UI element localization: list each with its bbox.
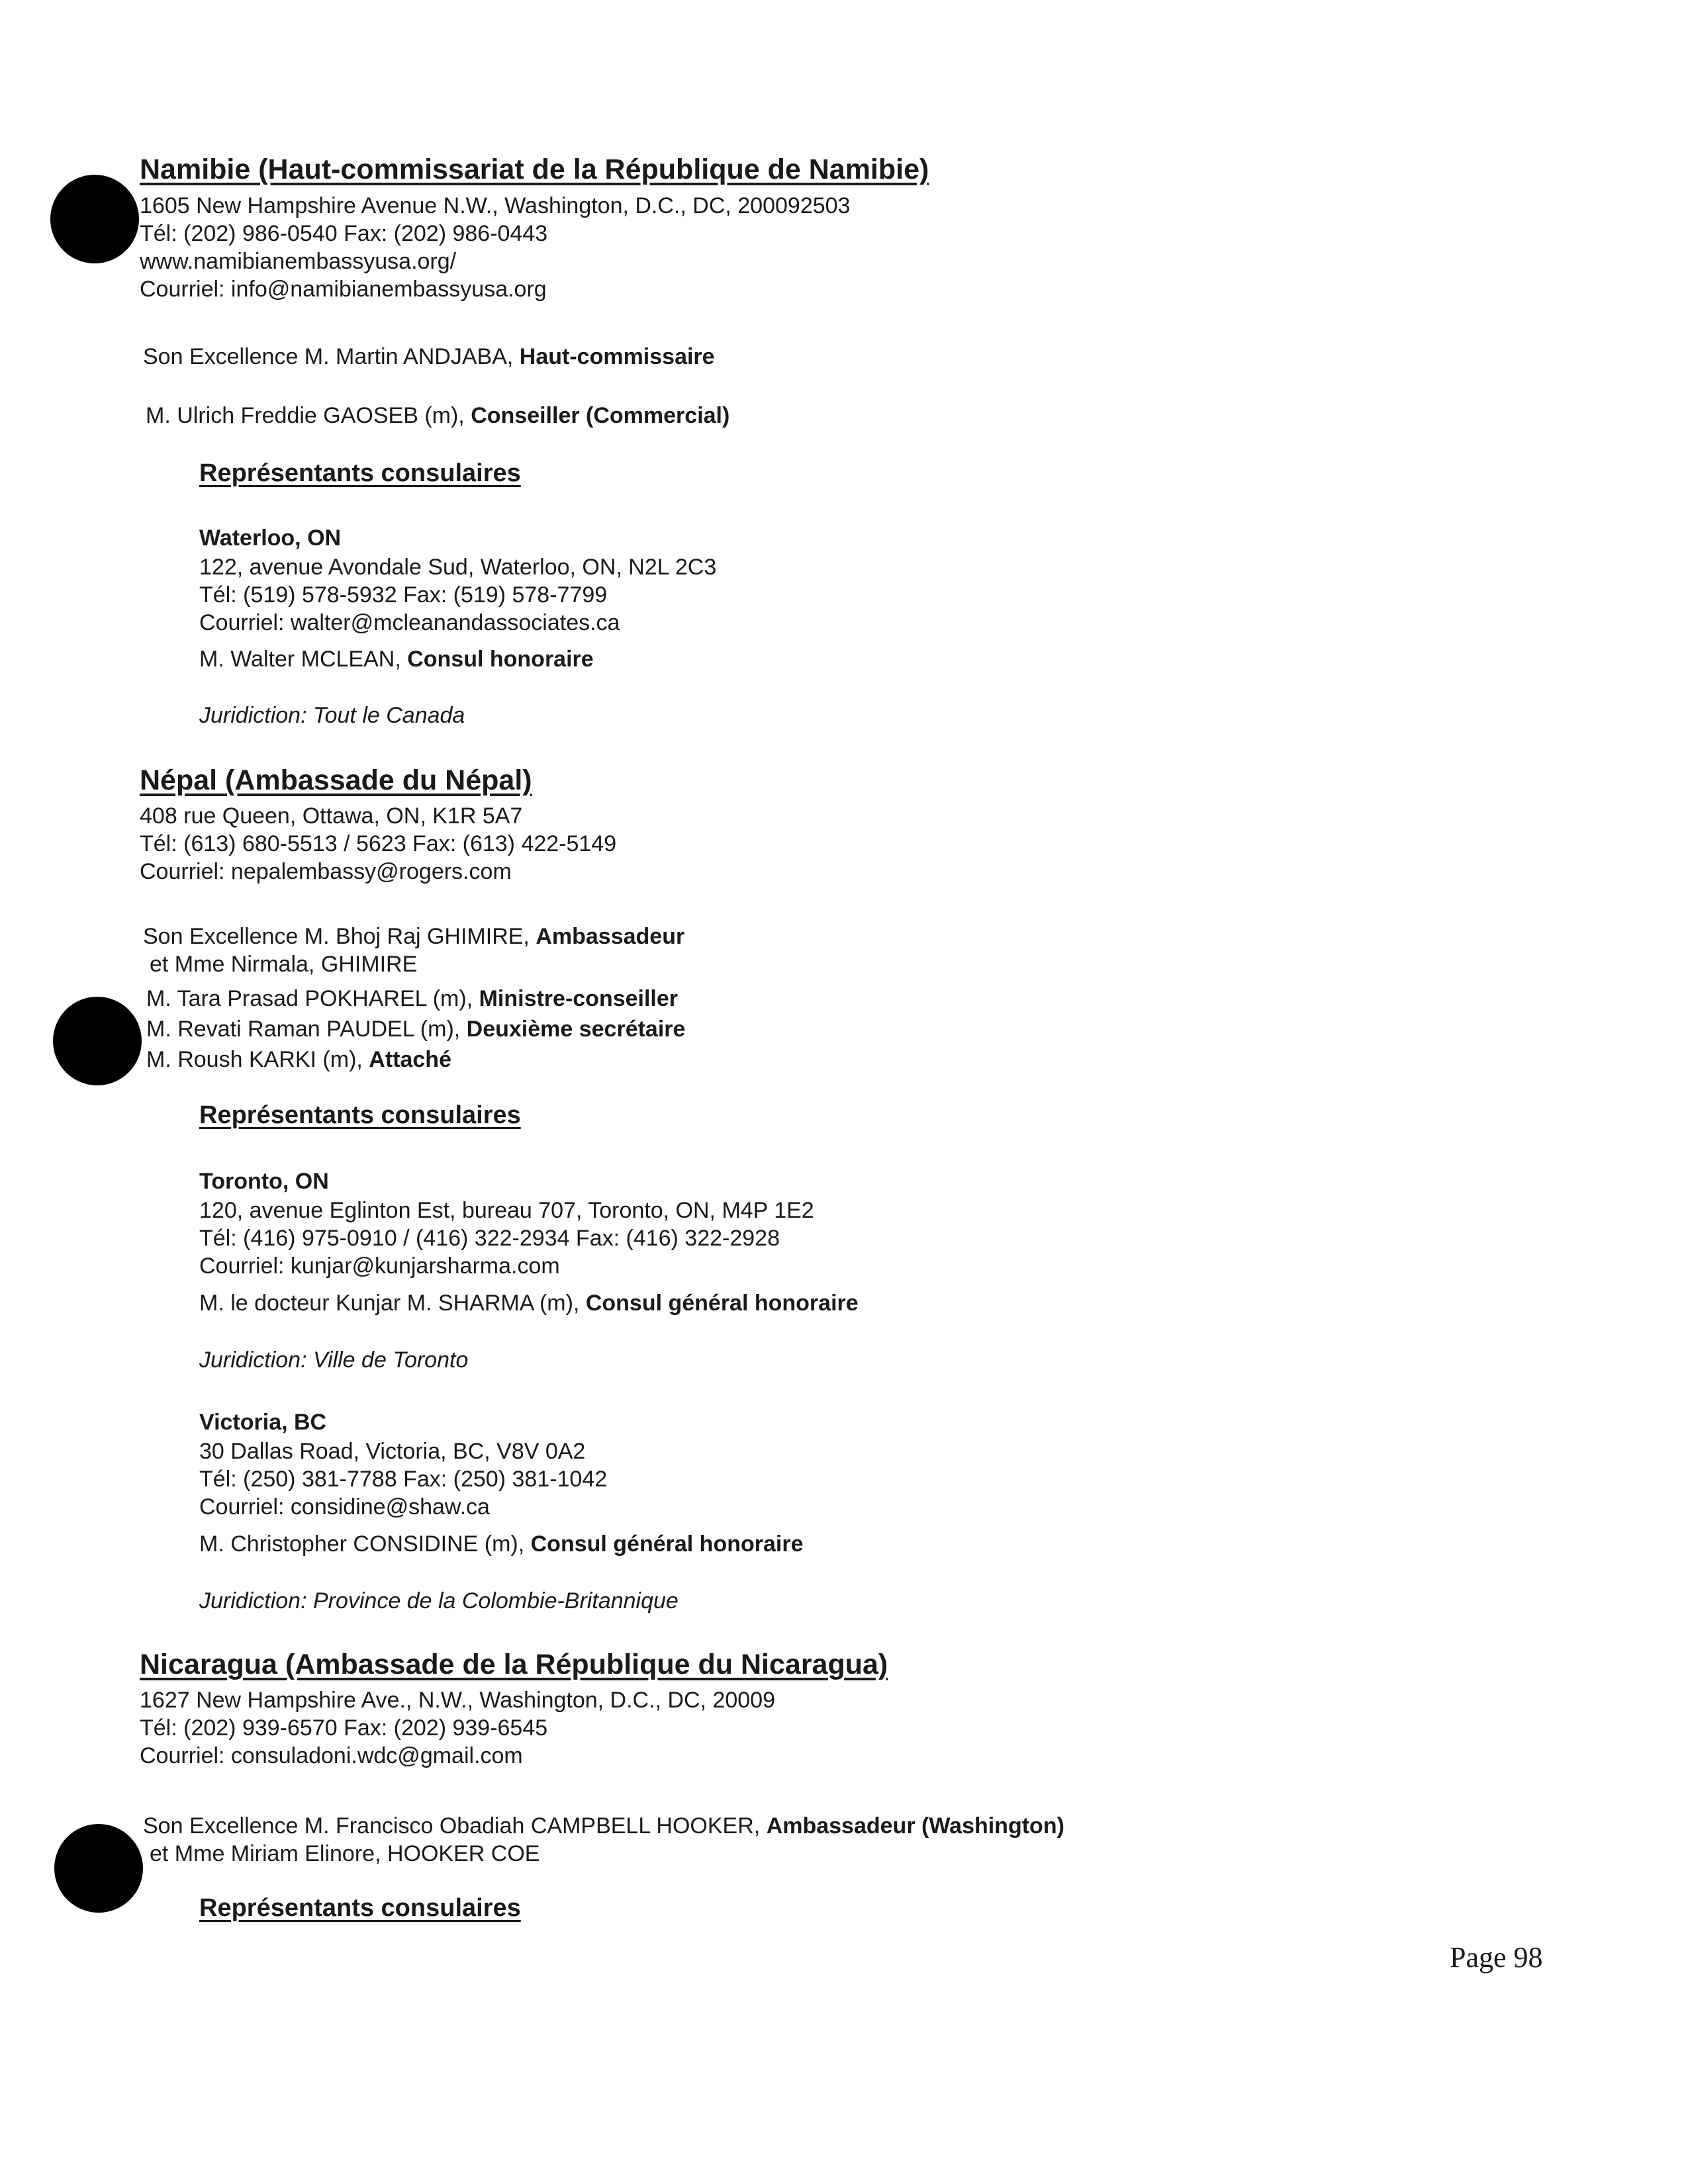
section-heading: Népal (Ambassade du Népal) bbox=[140, 764, 532, 796]
consulate-city: Victoria, BC bbox=[199, 1410, 327, 1435]
page-number: Page 98 bbox=[1450, 1941, 1543, 1974]
consul-name: M. Christopher CONSIDINE (m), bbox=[199, 1531, 531, 1557]
staff-entry bbox=[143, 343, 715, 371]
email: Courriel: nepalembassy@rogers.com bbox=[140, 859, 512, 884]
section-heading: Nicaragua (Ambassade de la République du Nicaragua) bbox=[140, 1649, 888, 1680]
staff-name: M. Tara Prasad POKHAREL (m), bbox=[146, 986, 479, 1011]
staff-title: Attaché bbox=[369, 1047, 451, 1072]
consulate-phone: Tél: (250) 381-7788 Fax: (250) 381-1042 bbox=[199, 1467, 608, 1492]
consulate-email: Courriel: kunjar@kunjarsharma.com bbox=[199, 1253, 560, 1279]
address: 408 rue Queen, Ottawa, ON, K1R 5A7 bbox=[140, 803, 523, 829]
consul-title: Consul général honoraire bbox=[585, 1291, 859, 1316]
consulate-email: Courriel: considine@shaw.ca bbox=[199, 1494, 490, 1520]
consular-heading: Représentants consulaires bbox=[199, 459, 521, 487]
consul-entry bbox=[199, 1530, 803, 1558]
staff-title: Ministre-conseiller bbox=[479, 986, 679, 1011]
consulate-phone: Tél: (416) 975-0910 / (416) 322-2934 Fax: (416) 322-2928 bbox=[199, 1226, 780, 1251]
staff-entry bbox=[146, 1015, 685, 1043]
consular-heading: Représentants consulaires bbox=[199, 1894, 521, 1922]
staff-name: M. Ulrich Freddie GAOSEB (m), bbox=[146, 403, 471, 428]
ambassador-name: Son Excellence M. Bhoj Raj GHIMIRE, bbox=[143, 924, 536, 949]
consulate-email: Courriel: walter@mcleanandassociates.ca bbox=[199, 610, 620, 635]
staff-entry bbox=[146, 985, 678, 1013]
phone-fax: Tél: (202) 939-6570 Fax: (202) 939-6545 bbox=[140, 1715, 548, 1741]
email: Courriel: info@namibianembassyusa.org bbox=[140, 277, 547, 302]
ambassador-title: Ambassadeur (Washington) bbox=[766, 1813, 1064, 1839]
consul-name: M. Walter MCLEAN, bbox=[199, 647, 408, 672]
staff-name: M. Revati Raman PAUDEL (m), bbox=[146, 1017, 467, 1042]
consul-entry bbox=[199, 645, 594, 673]
consulate-city: Waterloo, ON bbox=[199, 525, 342, 551]
consulate-city: Toronto, ON bbox=[199, 1169, 329, 1194]
consul-name: M. le docteur Kunjar M. SHARMA (m), bbox=[199, 1291, 586, 1316]
staff-entry bbox=[146, 402, 729, 430]
phone-fax: Tél: (202) 986-0540 Fax: (202) 986-0443 bbox=[140, 221, 548, 246]
consul-title: Consul général honoraire bbox=[530, 1531, 804, 1557]
staff-title: Conseiller (Commercial) bbox=[471, 403, 730, 428]
ambassador-name: Son Excellence M. Francisco Obadiah CAMPBELL HOOKER, bbox=[143, 1813, 767, 1839]
address: 1605 New Hampshire Avenue N.W., Washington, D.C., DC, 200092503 bbox=[140, 193, 851, 218]
jurisdiction: Juridiction: Province de la Colombie-Britannique bbox=[199, 1588, 679, 1614]
staff-title: Haut-commissaire bbox=[519, 344, 715, 369]
staff-name: M. Roush KARKI (m), bbox=[146, 1047, 369, 1072]
jurisdiction: Juridiction: Ville de Toronto bbox=[199, 1347, 469, 1373]
ambassador-entry bbox=[143, 1812, 1064, 1840]
punch-hole-top bbox=[50, 175, 139, 263]
consulate-address: 120, avenue Eglinton Est, bureau 707, Toronto, ON, M4P 1E2 bbox=[199, 1198, 814, 1223]
ambassador-entry bbox=[143, 923, 684, 950]
consul-entry bbox=[199, 1289, 859, 1317]
consulate-phone: Tél: (519) 578-5932 Fax: (519) 578-7799 bbox=[199, 582, 608, 608]
punch-hole-bottom bbox=[54, 1824, 143, 1913]
staff-entry bbox=[146, 1046, 451, 1073]
ambassador-spouse: et Mme Nirmala, GHIMIRE bbox=[150, 952, 418, 977]
consulate-address: 122, avenue Avondale Sud, Waterloo, ON, N2L 2C3 bbox=[199, 555, 717, 580]
address: 1627 New Hampshire Ave., N.W., Washington, D.C., DC, 20009 bbox=[140, 1688, 775, 1713]
phone-fax: Tél: (613) 680-5513 / 5623 Fax: (613) 422-5149 bbox=[140, 831, 617, 856]
ambassador-title: Ambassadeur bbox=[536, 924, 685, 949]
section-heading: Namibie (Haut-commissariat de la République de Namibie) bbox=[140, 154, 929, 185]
consular-heading: Représentants consulaires bbox=[199, 1101, 521, 1129]
staff-name: Son Excellence M. Martin ANDJABA, bbox=[143, 344, 520, 369]
email: Courriel: consuladoni.wdc@gmail.com bbox=[140, 1743, 523, 1768]
punch-hole-middle bbox=[53, 997, 142, 1085]
jurisdiction: Juridiction: Tout le Canada bbox=[199, 703, 465, 728]
consulate-address: 30 Dallas Road, Victoria, BC, V8V 0A2 bbox=[199, 1439, 586, 1464]
consul-title: Consul honoraire bbox=[407, 647, 594, 672]
ambassador-spouse: et Mme Miriam Elinore, HOOKER COE bbox=[150, 1841, 540, 1866]
website-link[interactable]: www.namibianembassyusa.org/ bbox=[140, 249, 457, 274]
staff-title: Deuxième secrétaire bbox=[466, 1017, 686, 1042]
